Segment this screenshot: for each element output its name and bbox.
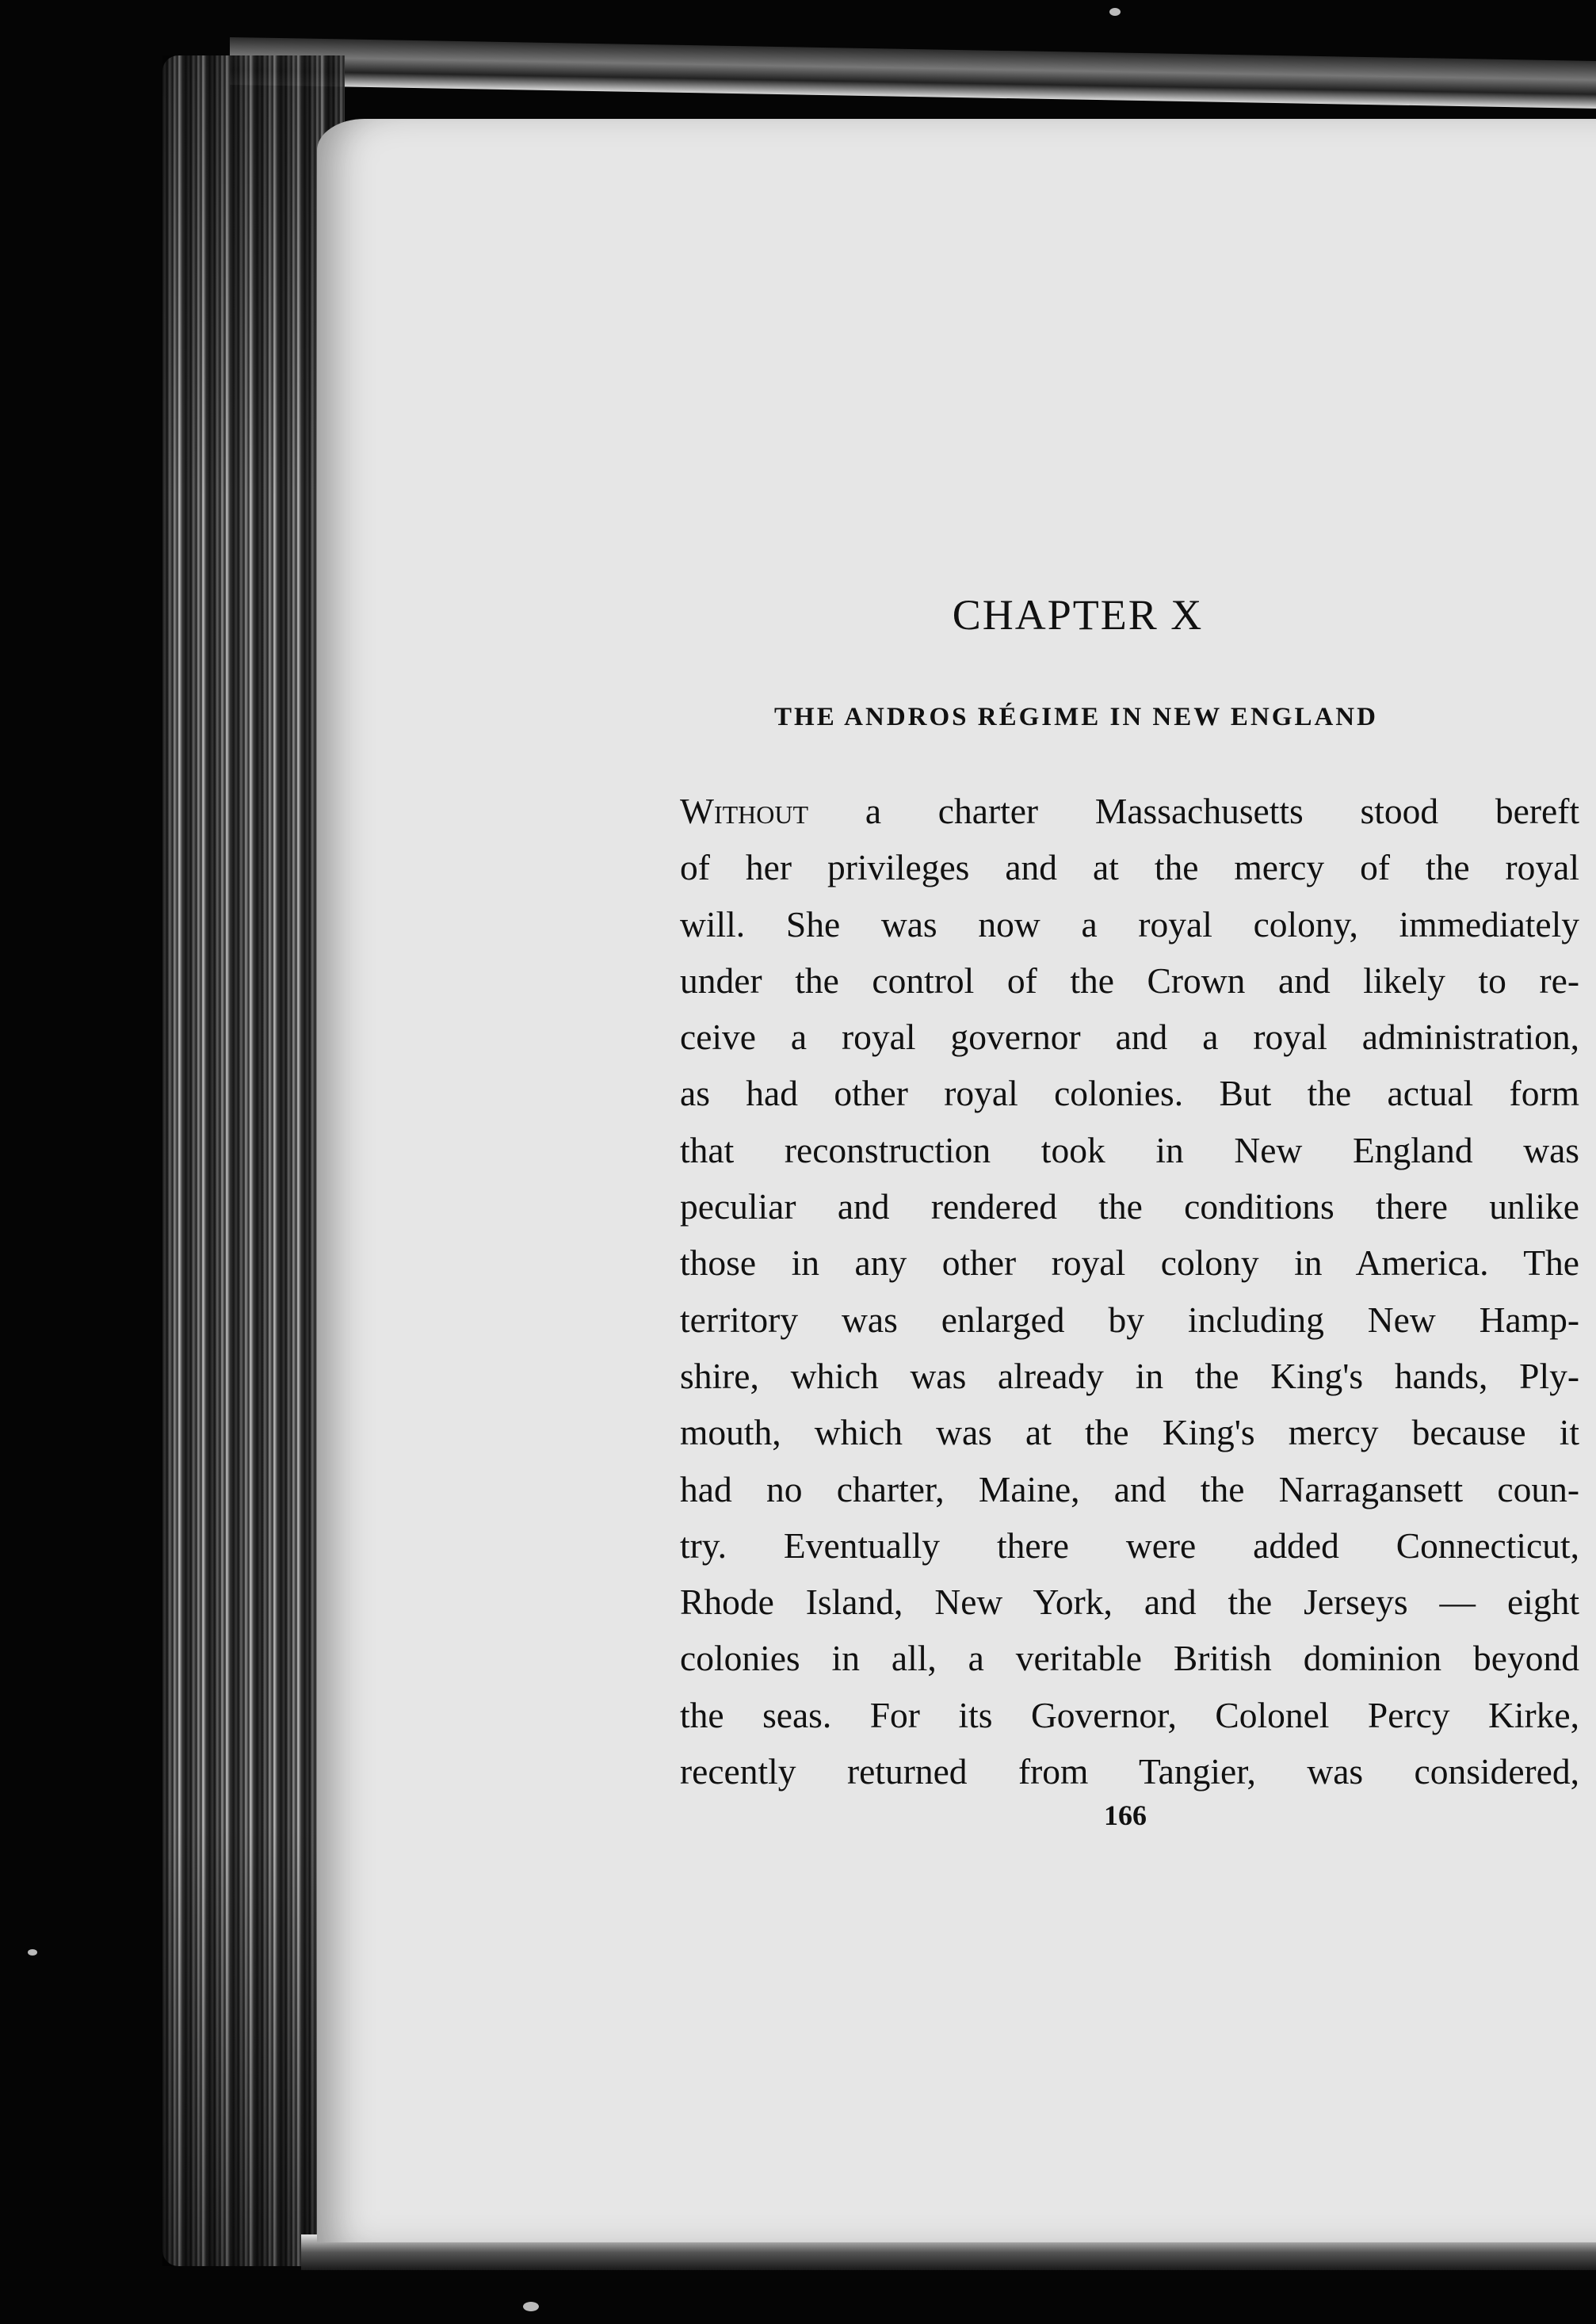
text-line xyxy=(680,783,1579,839)
text-line: ceive a royal governor and a royal administration, xyxy=(680,1017,1579,1058)
book-top-edge xyxy=(230,37,1596,109)
chapter-heading: CHAPTER X xyxy=(952,591,1204,639)
text-line: colonies in all, a veritable British dominion beyond xyxy=(680,1638,1579,1679)
text-line: that reconstruction took in New England was xyxy=(680,1129,1579,1170)
text-line: Rhode Island, New York, and the Jerseys — eight xyxy=(680,1582,1579,1623)
text-line: mouth, which was at the King's mercy because it xyxy=(680,1412,1579,1453)
text-line: had no charter, Maine, and the Narragansett coun- xyxy=(680,1468,1579,1509)
text-line: the seas. For its Governor, Colonel Percy Kirke, xyxy=(680,1694,1579,1735)
text-line: will. She was now a royal colony, immediately xyxy=(680,903,1579,944)
opening-word: Without xyxy=(680,791,809,831)
scan-speck xyxy=(523,2302,539,2311)
text-line: peculiar and rendered the conditions there unlike xyxy=(680,1186,1579,1227)
chapter-subtitle: THE ANDROS RÉGIME IN NEW ENGLAND xyxy=(774,703,1378,731)
text-line-rest: a charter Massachusetts stood bereft xyxy=(808,791,1579,831)
body-text xyxy=(680,783,1579,1799)
text-line: try. Eventually there were added Connecticut, xyxy=(680,1525,1579,1566)
text-line: recently returned from Tangier, was considered, xyxy=(680,1751,1579,1792)
text-line: those in any other royal colony in America. The xyxy=(680,1242,1579,1284)
text-line: of her privileges and at the mercy of the royal xyxy=(680,847,1579,888)
scan-speck xyxy=(28,1949,37,1956)
page-number: 166 xyxy=(1104,1799,1147,1831)
text-line: territory was enlarged by including New Hamp- xyxy=(680,1299,1579,1340)
text-line: shire, which was already in the King's hands, Ply- xyxy=(680,1355,1579,1396)
text-line: under the control of the Crown and likely to re- xyxy=(680,960,1579,1001)
text-line: as had other royal colonies. But the actual form xyxy=(680,1073,1579,1114)
scan-speck xyxy=(1109,8,1121,16)
